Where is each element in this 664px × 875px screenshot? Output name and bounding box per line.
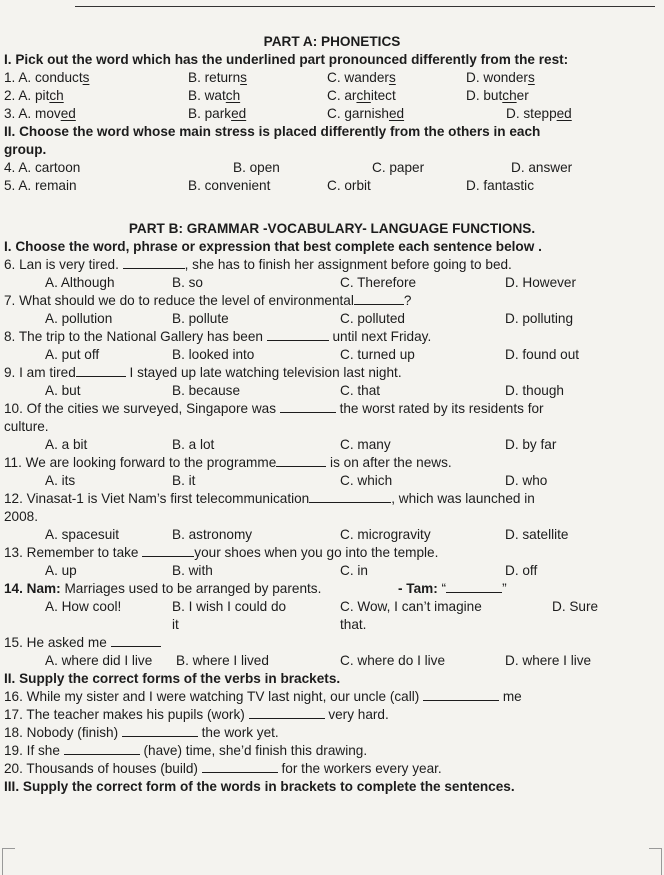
section-a1-title: I. Pick out the word which has the underlined part pronounced differently from the rest: — [4, 52, 569, 67]
section-b2-title: II. Supply the correct forms of the verbs in brackets. — [4, 671, 341, 686]
question-19: 19. If she (have) time, she’d finish this drawing. — [4, 743, 368, 758]
part-a-title: PART A: PHONETICS — [263, 34, 401, 49]
answer-blank[interactable] — [122, 725, 198, 737]
answer-blank[interactable] — [64, 743, 140, 755]
answer-blank[interactable] — [123, 257, 185, 269]
answer-blank[interactable] — [276, 455, 326, 467]
answer-blank[interactable] — [249, 707, 325, 719]
answer-blank[interactable] — [76, 365, 126, 377]
section-a2-title-cont: group. — [4, 142, 47, 157]
answer-blank[interactable] — [280, 401, 336, 413]
answer-blank[interactable] — [202, 761, 278, 773]
part-b-title: PART B: GRAMMAR -VOCABULARY- LANGUAGE FUNCTIONS. — [128, 221, 536, 236]
answer-blank[interactable] — [142, 545, 194, 557]
question-20: 20. Thousands of houses (build) for the workers every year. — [4, 761, 442, 776]
worksheet-page: PART A: PHONETICS I. Pick out the word which has the underlined part pronounced differently from the rest: 1. A. conducts B. returns C. wanders D. wonders 2. A. pitch B. watch C. architect D. butcher 3. A. moved B. parked C. garnished D. stepped II. Choose the word whose main stress is placed differently from the others in each group. 4. A. cartoon B. open C. paper D. answer 5. A. remain B. convenient C. orbit D. fantastic PART B: GRAMMAR -VOCABULARY- LANGUAGE FUNCTIONS. I. Choose the word, phrase or expression that best complete each sentence below . 6. Lan is very tired. , she has to finish her assignment before going to bed. A. Although B. so C. Therefore D. However 7. What should we do to reduce the level of environmental ? A. pollution B. pollute C. polluted D. polluting 8. The trip to the National Gallery has been until next Friday. A. put off B. looked into C. turned up D. found out 9. I am tired I stayed up late watching television last night. A. but B. because C. that D. though 10. Of the cities we surveyed, Singapore was the worst rated by its residents for culture. A. a bit B. a lot C. many D. by far 11. We are looking forward to the programme is on after the news. A. its B. it C. which D. who 12. Vinasat-1 is Viet Nam’s first telecommunication , which was launched in 2008. A. spacesuit B. astronomy C. microgravity D. satellite 13. Remember to take your shoes when you go into the temple. A. up B. with C. in D. off 14. Nam: Marriages used to be arranged by parents. - Tam: “ ” A. How cool! B. I wish I could do it C. Wow, I can’t imagine that. D. Sure 15. He asked me A. where did I live B. where I lived C. where do I live D. where I live II. Supply the correct forms of the verbs in brackets. 16. While my sister and I were watching TV last night, our uncle (call) me 17. The teacher makes his pupils (work) very hard. 18. Nobody (finish) the work yet. 19. If she (have) time, she’d finish this drawing. 20. Thousands of houses (build) for the workers every year. III. Supply the correct form of the words in brackets to complete the sentences. — [0, 0, 664, 874]
answer-blank[interactable] — [111, 635, 161, 647]
question-16: 16. While my sister and I were watching TV last night, our uncle (call) me — [4, 689, 522, 704]
answer-blank[interactable] — [309, 491, 391, 503]
answer-blank[interactable] — [423, 689, 499, 701]
answer-blank[interactable] — [267, 329, 329, 341]
section-a2-title: II. Choose the word whose main stress is placed differently from the others in each — [4, 124, 541, 139]
answer-blank[interactable] — [446, 581, 502, 593]
page-corner-left — [2, 848, 15, 875]
section-b1-title: I. Choose the word, phrase or expression that best complete each sentence below . — [4, 239, 542, 254]
page-corner-right — [649, 848, 662, 875]
question-17: 17. The teacher makes his pupils (work) very hard. — [4, 707, 389, 722]
question-18: 18. Nobody (finish) the work yet. — [4, 725, 279, 740]
section-b3-title: III. Supply the correct form of the words in brackets to complete the sentences. — [4, 779, 515, 794]
top-rule — [75, 6, 655, 7]
answer-blank[interactable] — [354, 293, 404, 305]
